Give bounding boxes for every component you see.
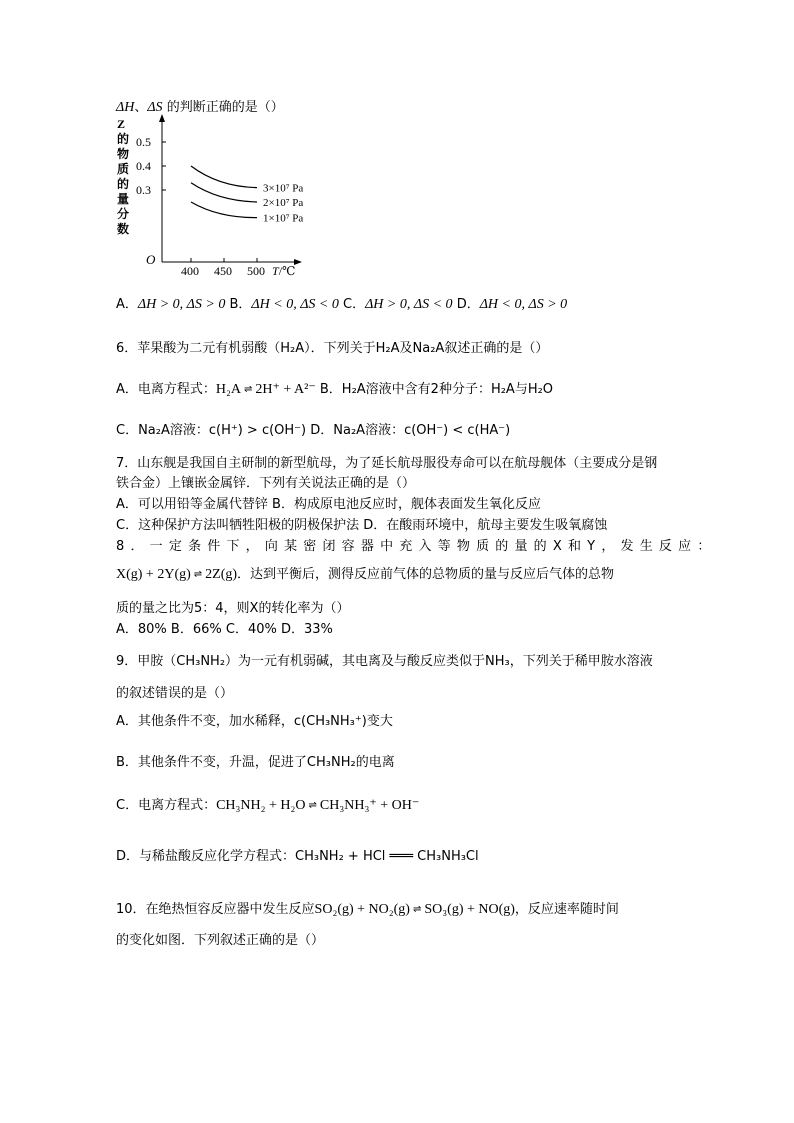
y-axis-label-char: 的 [117, 177, 130, 191]
q6-option-a-b: A．电离方程式：H₂A ⇌ 2H⁺ + A²⁻ B．H₂A溶液中含有2种分子：H₂A与H₂O [116, 382, 554, 397]
reversible-arrow-icon: ⇌ [244, 383, 253, 395]
q8-line-1: 8．一定条件下，向某密闭容器中充入等物质的量的X和Y，发生反应： [116, 539, 717, 554]
q6-option-c-d: C．Na₂A溶液：c(H⁺) > c(OH⁻) D．Na₂A溶液：c(OH⁻) < c(HA⁻) [116, 423, 511, 438]
series-label: 3×10⁷ Pa [263, 182, 304, 195]
series-curve [191, 202, 257, 218]
q5-options [116, 293, 567, 313]
x-ticks [181, 258, 265, 278]
y-axis-label-char: 的 [117, 132, 130, 146]
series-curve [191, 166, 257, 188]
q5-option-c: ΔH > 0, ΔS < 0 [365, 297, 453, 312]
y-axis-label-char: 质 [117, 162, 130, 176]
q5-stem: ΔH、ΔS 的判断正确的是（） [116, 100, 284, 115]
q9-option-a: A．其他条件不变，加水稀释，c(CH₃NH₃⁺)变大 [116, 714, 393, 729]
q5-option-a-label: A． [116, 297, 138, 312]
y-axis-label-char: 量 [117, 192, 130, 206]
q9-line-2: 的叙述错误的是（） [116, 686, 234, 701]
series-label: 2×10⁷ Pa [263, 197, 304, 209]
q5-option-b: ΔH < 0, ΔS < 0 [251, 297, 339, 312]
reversible-arrow-icon: ⇌ [193, 568, 203, 580]
q10-line-2: 的变化如图．下列叙述正确的是（） [116, 933, 325, 948]
y-tick-label: 0.3 [136, 183, 151, 197]
reversible-arrow-icon: ⇌ [412, 903, 422, 915]
series-curve [191, 183, 257, 202]
x-tick-label: 450 [214, 264, 232, 278]
q7-line-2: 铁合金）上镶嵌金属锌．下列有关说法正确的是（） [116, 476, 416, 491]
z-fraction-chart [114, 112, 304, 282]
q5-option-a: ΔH > 0, ΔS > 0 [137, 297, 226, 312]
series-lines [191, 166, 257, 218]
x-axis-label: T/℃ [272, 264, 296, 278]
q5-option-c-label: C． [343, 297, 366, 312]
y-tick-label: 0.5 [136, 135, 151, 149]
series-label: 1×10⁷ Pa [263, 212, 304, 225]
q10-line-1: 10．在绝热恒容反应器中发生反应SO₂(g) + NO₂(g) ⇌ SO₃(g) + NO(g)，反应速率随时间 [116, 902, 619, 917]
q9-option-c: C．电离方程式：CH₃NH₂ + H₂O ⇌ CH₃NH₃⁺ + OH⁻ [116, 798, 420, 813]
origin-label: O [146, 252, 156, 267]
x-tick-label: 400 [181, 264, 199, 278]
q6-stem: 6．苹果酸为二元有机弱酸（H₂A）．下列关于H₂A及Na₂A叙述正确的是（） [116, 341, 549, 356]
y-axis-label-char: Z [117, 117, 126, 131]
y-tick-label: 0.4 [136, 159, 151, 173]
q9-line-1: 9．甲胺（CH₃NH₂）为一元有机弱碱，其电离及与酸反应类似于NH₃，下列关于稀甲胺水溶液 [116, 654, 653, 669]
reversible-arrow-icon: ⇌ [308, 799, 317, 811]
q9-option-b: B．其他条件不变，升温，促进了CH₃NH₂的电离 [116, 755, 395, 770]
q5-option-b-label: B． [229, 297, 252, 312]
x-tick-label: 500 [247, 264, 265, 278]
y-axis-label-char: 物 [117, 147, 130, 161]
q7-line-1: 7．山东舰是我国自主研制的新型航母，为了延长航母服役寿命可以在航母舰体（主要成分是钢 [116, 456, 658, 471]
q8-line-3: 质的量之比为5：4，则X的转化率为（） [116, 601, 350, 616]
q9-option-d: D．与稀盐酸反应化学方程式：CH₃NH₂ + HCl ═══ CH₃NH₃Cl [116, 849, 479, 864]
q7-line-3: A．可以用铅等金属代替锌 B．构成原电池反应时，舰体表面发生氧化反应 [116, 497, 541, 512]
y-axis-label-char: 分 [117, 207, 130, 221]
y-axis-label-char: 数 [117, 222, 130, 236]
q7-line-4: C．这种保护方法叫牺牲阳极的阴极保护法 D．在酸雨环境中，航母主要发生吸氧腐蚀 [116, 518, 608, 533]
q8-line-2: X(g) + 2Y(g) ⇌ 2Z(g)．达到平衡后，测得反应前气体的总物质的量与反应后气体的总物 [116, 567, 615, 582]
y-axis-arrow [159, 114, 165, 122]
q8-options: A．80% B．66% C．40% D．33% [116, 622, 333, 637]
q5-option-d-label: D． [456, 297, 480, 312]
q5-option-d: ΔH < 0, ΔS > 0 [479, 297, 568, 312]
series-labels [263, 183, 303, 225]
y-axis-label [117, 117, 129, 236]
